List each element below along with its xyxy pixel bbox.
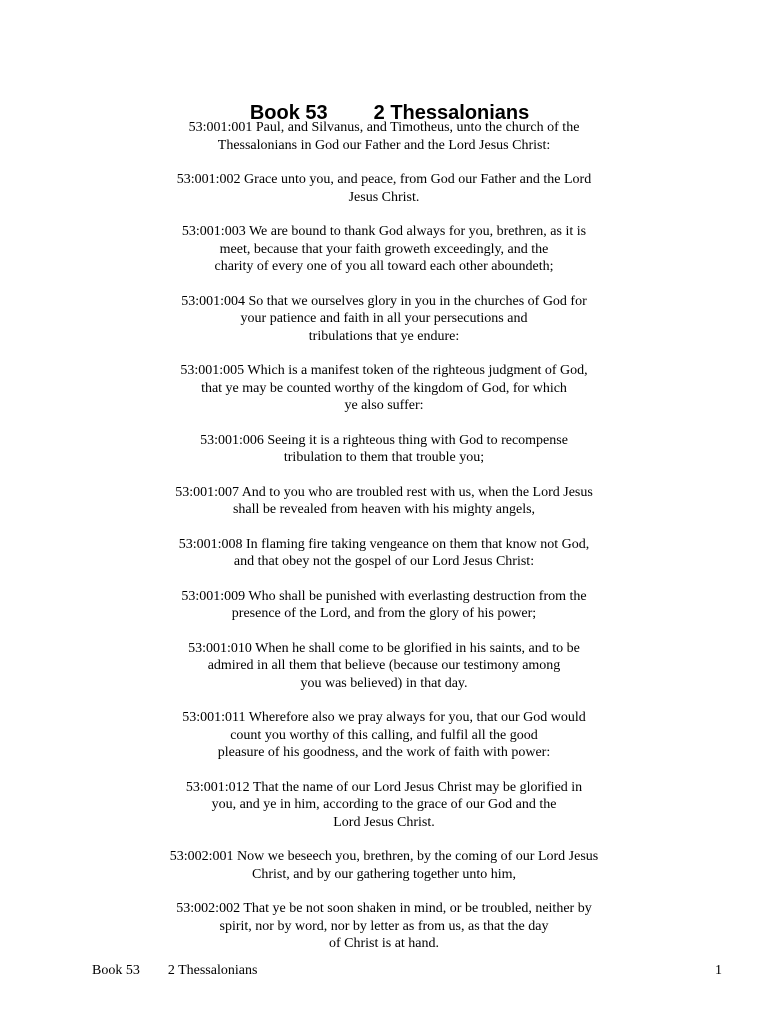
page-footer [92, 962, 722, 980]
verse-line: admired in all them that believe (because our testimony among [207, 658, 561, 673]
verse-paragraph [164, 779, 604, 832]
page-title [0, 77, 768, 125]
title-book-number: Book 53 [249, 102, 328, 124]
verse-paragraph [164, 223, 604, 276]
verse-paragraph [164, 484, 604, 519]
verse-line: Christ, and by our gathering together unto him, [251, 866, 516, 882]
verse-line: your patience and faith in all your persecutions and [240, 311, 528, 326]
verse-line: tribulations that ye endure: [308, 328, 460, 344]
verse-line: that ye may be counted worthy of the kingdom of God, for which [201, 380, 567, 396]
verse-line: 53:002:002 That ye be not soon shaken in mind, or be troubled, neither by [176, 901, 592, 916]
verse-line: you, and ye in him, according to the grace of our God and the [211, 797, 557, 812]
verse-paragraph [164, 432, 604, 467]
verse-line: count you worthy of this calling, and fulfil all the good [230, 727, 538, 743]
verse-line: 53:001:005 Which is a manifest token of the righteous judgment of God, [180, 363, 588, 378]
verse-line: and that obey not the gospel of our Lord Jesus Christ: [233, 554, 535, 569]
verse-line: 53:001:001 Paul, and Silvanus, and Timotheus, unto the church of the [188, 120, 580, 135]
verse-line: 53:001:009 Who shall be punished with everlasting destruction from the [181, 588, 587, 604]
verse-line: 53:001:012 That the name of our Lord Jesus Christ may be glorified in [185, 779, 583, 795]
verse-paragraph [164, 709, 604, 762]
footer-book-number: Book 53 [92, 963, 140, 978]
verse-line: 53:001:007 And to you who are troubled rest with us, when the Lord Jesus [175, 484, 593, 500]
verse-paragraph [164, 640, 604, 693]
verse-line: 53:002:001 Now we beseech you, brethren, by the coming of our Lord Jesus [169, 849, 599, 864]
verse-line: tribulation to them that trouble you; [283, 450, 485, 465]
verse-line: 53:001:003 We are bound to thank God always for you, brethren, as it is [181, 224, 587, 239]
verse-line: of Christ is at hand. [328, 936, 440, 951]
verse-paragraph [164, 293, 604, 346]
footer-book-name: 2 Thessalonians [167, 963, 258, 978]
verse-line: Lord Jesus Christ. [333, 814, 435, 830]
verse-list [0, 119, 768, 970]
page-number: 1 [715, 963, 722, 978]
verse-line: 53:001:002 Grace unto you, and peace, from God our Father and the Lord [176, 172, 592, 187]
verse-line: 53:001:011 Wherefore also we pray always for you, that our God would [182, 710, 586, 725]
verse-paragraph [164, 848, 604, 883]
verse-line: presence of the Lord, and from the glory of his power; [231, 606, 537, 621]
verse-line: spirit, nor by word, nor by letter as from us, as that the day [219, 918, 549, 934]
verse-paragraph [164, 171, 604, 206]
verse-line: shall be revealed from heaven with his mighty angels, [232, 502, 536, 517]
title-book-name: 2 Thessalonians [373, 102, 530, 124]
verse-paragraph [164, 536, 604, 571]
verse-line: 53:001:004 So that we ourselves glory in you in the churches of God for [181, 293, 587, 309]
verse-line: you was believed) in that day. [300, 675, 468, 691]
verse-line: charity of every one of you all toward each other aboundeth; [214, 259, 554, 274]
verse-paragraph [164, 588, 604, 623]
verse-paragraph [164, 362, 604, 415]
verse-line: Thessalonians in God our Father and the Lord Jesus Christ: [217, 137, 551, 153]
verse-paragraph [164, 900, 604, 953]
verse-line: 53:001:010 When he shall come to be glorified in his saints, and to be [188, 640, 580, 656]
verse-line: 53:001:006 Seeing it is a righteous thing with God to recompense [200, 432, 568, 448]
verse-line: ye also suffer: [344, 398, 424, 413]
verse-line: pleasure of his goodness, and the work of faith with power: [217, 745, 551, 760]
verse-line: 53:001:008 In flaming fire taking vengeance on them that know not God, [178, 536, 590, 552]
verse-paragraph [164, 119, 604, 154]
verse-line: Jesus Christ. [348, 189, 420, 205]
verse-line: meet, because that your faith groweth exceedingly, and the [219, 241, 549, 257]
